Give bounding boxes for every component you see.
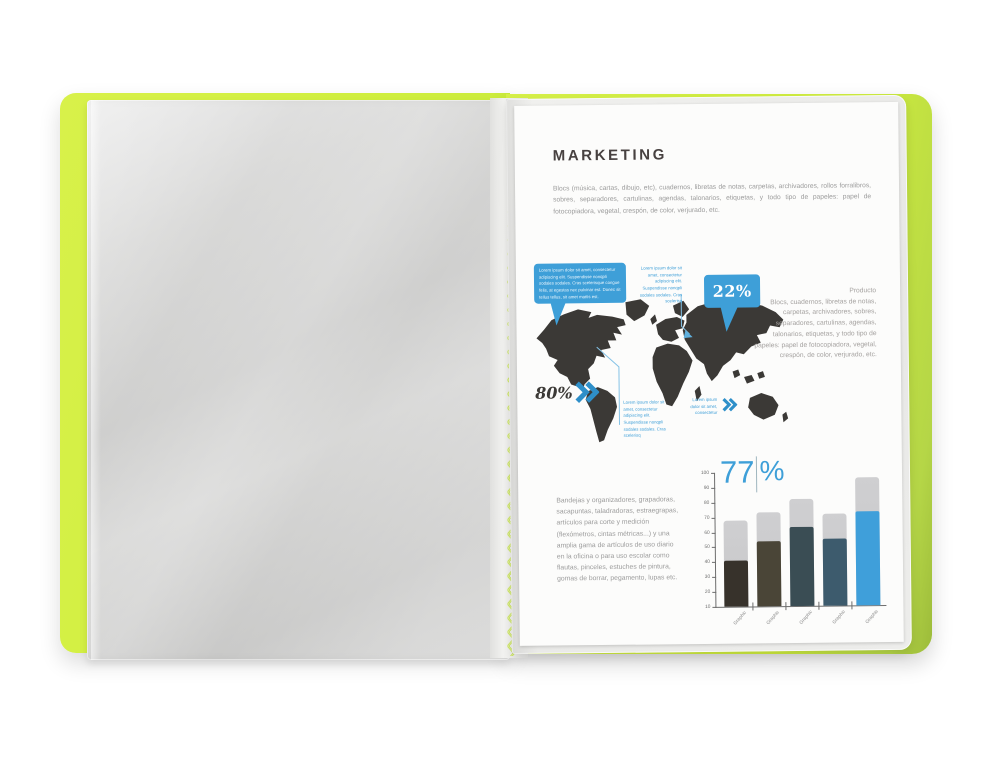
- x-axis-label: Graphic: [799, 609, 815, 626]
- map-note-south: Lorem ipsum dolor sit amet, consectetur adipiscing elit. Suspendisse nonqpli sodales sodales. Cras scelerisq: [623, 399, 666, 439]
- map-callout-bubble: [534, 263, 626, 304]
- plastic-sleeve-right: [506, 95, 912, 654]
- x-axis-label: Graphic: [832, 609, 848, 626]
- map-note-center: Lorem ipsum dolor sit amet, consectetur adipiscing elit. Suspendisse nonqpli sodales sodales. Cras scelerisq: [639, 265, 683, 304]
- x-axis-label: Graphic: [766, 610, 782, 627]
- double-chevron-icon: [576, 381, 600, 403]
- x-axis-tick: [851, 601, 852, 609]
- bar-value: [790, 527, 815, 606]
- bar-slot: [721, 472, 750, 627]
- callout-lorem-text: Lorem ipsum dolor sit amet, consectetur adipiscing elit. Suspendisse nonqpli sodales sodales. Cras scelerisque congue felis, at egestas nec pulvinar est. Donec sit tellus tellus, sit amet mattis est.: [538, 266, 621, 300]
- stat-22-label: 22%: [712, 281, 752, 301]
- display-book: [60, 90, 932, 662]
- bar-value: [757, 541, 782, 607]
- producto-heading: Producto: [849, 287, 877, 295]
- chart-title-percent: %: [759, 455, 785, 487]
- producto-body: Blocs, cuadernos, libretas de notas, carpetas, archivadores, sobres, separadores, cartulinas, agendas, talonarios, etiquetas, y todo tipo de papeles: papel de fotocopiadora, vegetal, crespón, de color, verjurado, etc.: [754, 297, 877, 360]
- stat-80: [535, 381, 600, 404]
- chart-plot-area: 10 20 30 40 50 60 70 80 90 100 Graphic Graphic Graphic Graphic Graphic: [714, 471, 886, 608]
- bar-value: [823, 538, 848, 605]
- bottom-section: [518, 452, 904, 642]
- bar-slot: [787, 472, 816, 626]
- bar-value: [724, 560, 748, 606]
- page-title: MARKETING: [552, 146, 668, 165]
- map-note-australia: Lorem ipsum dolor sit amet, consectetur: [690, 396, 718, 416]
- stat-80-label: 80%: [535, 382, 573, 403]
- producto-column: [750, 286, 877, 362]
- x-axis-tick: [785, 602, 786, 610]
- double-chevron-icon: [722, 398, 737, 412]
- intro-paragraph: Blocs (música, cartas, dibujo, etc), cuadernos, libretas de notas, carpetas, archivadores, rollos forralibros, sobres, separadores, cartulinas, agendas, talonarios, etiquetas, y todo tipo de papeles: papel de fotocopiadora, vegetal, crespón, de color, verjurado, etc.: [553, 182, 872, 216]
- x-axis-tick: [752, 602, 753, 610]
- marketing-sheet: [514, 102, 904, 646]
- world-map-infographic: [526, 252, 892, 448]
- bar-slot: [853, 471, 882, 626]
- x-axis-label: Graphic: [733, 610, 749, 627]
- x-axis-tick: [818, 602, 819, 610]
- bottom-paragraph: Bandejas y organizadores, grapadoras, sacapuntas, taladradoras, estraegrapas, artículos para corte y medición (flexómetros, cintas métricas...) y una amplia gama de artículos de uso diario en la oficina o para uso escolar como flautas, pinceles, estuches de pintura, gomas de borrar, pegamento, lupas etc.: [556, 496, 679, 583]
- bar-chart: [696, 454, 896, 637]
- chart-title-number: 77: [719, 454, 755, 490]
- empty-plastic-sleeve-left: [87, 100, 510, 660]
- bar-value: [855, 511, 880, 605]
- x-axis-label: Graphic: [865, 609, 881, 626]
- bar-slot: [820, 471, 849, 626]
- bar-slot: [754, 472, 783, 627]
